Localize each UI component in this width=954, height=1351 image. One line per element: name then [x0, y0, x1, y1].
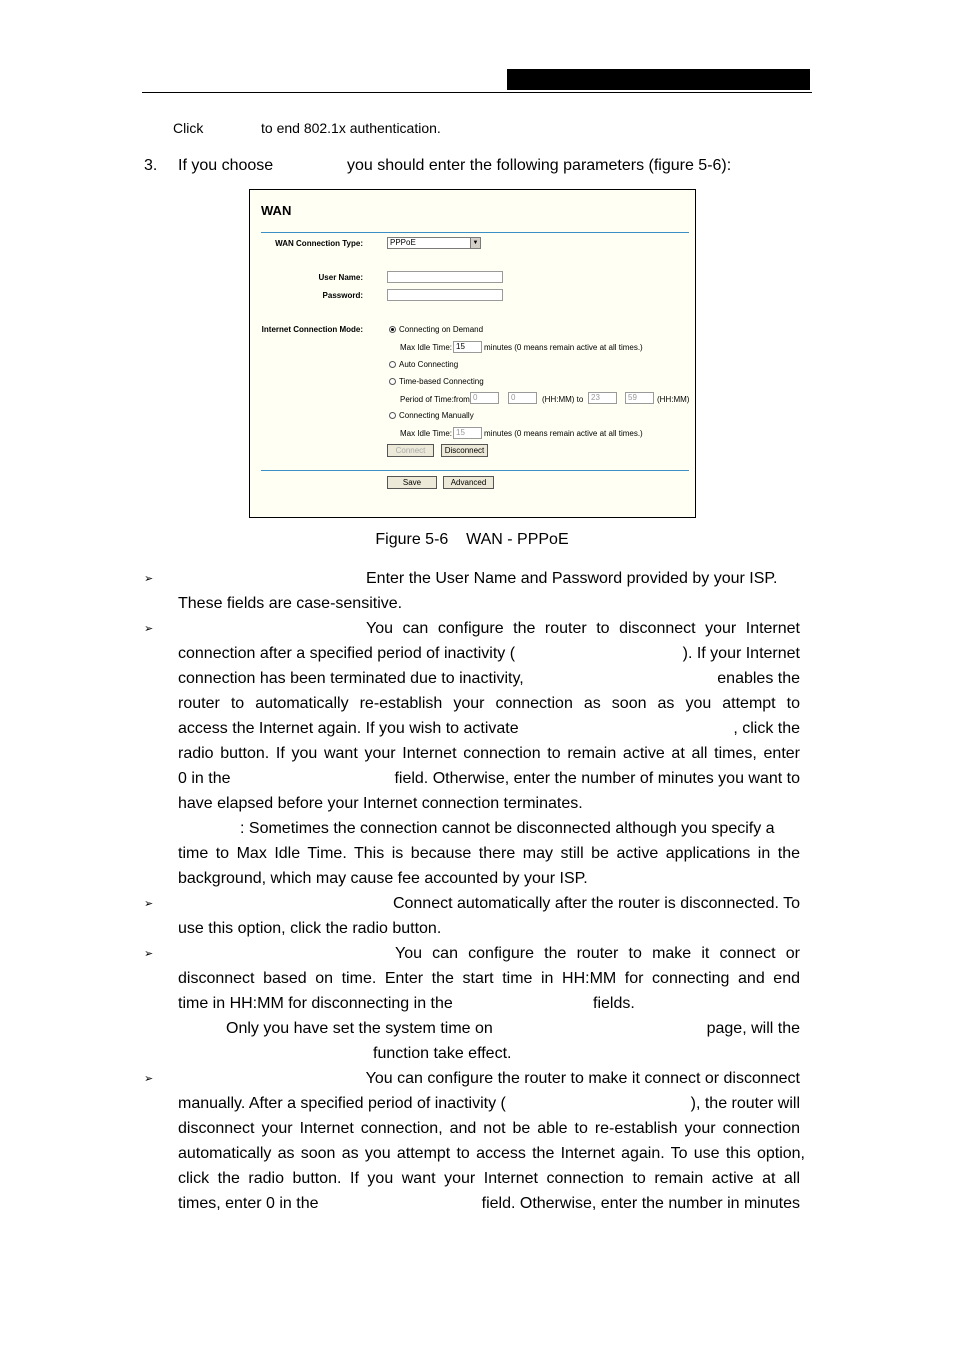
- user-name-input[interactable]: [387, 271, 503, 283]
- bullet-4: [178, 941, 800, 1066]
- step3-part1: If you choose: [178, 157, 274, 174]
- b4-line-3a: time in HH:MM for disconnecting in the: [178, 995, 453, 1012]
- step3-number: 3.: [144, 157, 158, 174]
- b4-line-5: function take effect.: [373, 1045, 512, 1062]
- bullet-2: [178, 616, 800, 891]
- password-label: Password:: [322, 291, 363, 300]
- max-idle-label: Max Idle Time:: [400, 343, 453, 352]
- b4-line-4a: Only you have set the system time on: [226, 1020, 493, 1037]
- b3-line-2: use this option, click the radio button.: [178, 920, 442, 937]
- b2-note-1: : Sometimes the connection cannot be disconnected although you specify a: [240, 820, 775, 837]
- bullet-1: [178, 566, 777, 616]
- b2-line-5a: access the Internet again. If you wish to activate: [178, 720, 519, 737]
- figure-bottom-rule: [261, 470, 689, 471]
- b1-line-1: Enter the User Name and Password provided by your ISP.: [366, 570, 778, 587]
- connection-type-value: PPPoE: [390, 238, 416, 247]
- opt-manual-label: Connecting Manually: [399, 411, 474, 420]
- b2-line-8: have elapsed before your Internet connection terminates.: [178, 795, 583, 812]
- bullet-1-marker: ➢: [144, 573, 154, 585]
- b5-line-2a: manually. After a specified period of inactivity (: [178, 1095, 506, 1112]
- b4-line-3b: fields.: [593, 995, 635, 1012]
- bullet-5: [178, 1066, 805, 1216]
- b2-line-2b: ). If your Internet: [682, 645, 800, 662]
- manual-idle-input[interactable]: 15: [453, 427, 482, 439]
- advanced-button[interactable]: Advanced: [443, 476, 494, 489]
- b2-line-6: radio button. If you want your Internet connection to remain active at all times, enter: [178, 745, 800, 762]
- bullet-3-marker: ➢: [144, 898, 154, 910]
- manual-idle-label: Max Idle Time:: [400, 429, 453, 438]
- user-name-label: User Name:: [318, 273, 363, 282]
- max-idle-input[interactable]: 15: [453, 341, 482, 353]
- radio-time-based[interactable]: [389, 378, 396, 385]
- b5-line-4: automatically as soon as you attempt to access the Internet again. To use this option,: [178, 1145, 805, 1162]
- bullet-4-marker: ➢: [144, 948, 154, 960]
- figure-caption: Figure 5-6 WAN - PPPoE: [375, 531, 569, 548]
- hhmm-label: (HH:MM): [657, 395, 690, 404]
- b5-line-6b: field. Otherwise, enter the number in minutes: [481, 1195, 800, 1212]
- b2-note-3: background, which may cause fee accounted by your ISP.: [178, 870, 588, 887]
- from-minute-input[interactable]: 0: [508, 392, 537, 404]
- radio-connecting-manually[interactable]: [389, 412, 396, 419]
- hhmm-to-label: (HH:MM) to: [542, 395, 584, 404]
- b4-line-4b: page, will the: [706, 1020, 800, 1037]
- max-idle-note: minutes (0 means remain active at all times.): [484, 343, 643, 352]
- b2-line-7b: field. Otherwise, enter the number of minutes you want to: [394, 770, 800, 787]
- b5-line-6a: times, enter 0 in the: [178, 1195, 319, 1212]
- step3-part2: you should enter the following parameters (figure 5-6):: [347, 157, 732, 174]
- manual-idle-note: minutes (0 means remain active at all times.): [484, 429, 643, 438]
- opt-time-label: Time-based Connecting: [399, 377, 484, 386]
- b2-line-5b: , click the: [733, 720, 800, 737]
- radio-auto-connecting[interactable]: [389, 361, 396, 368]
- bullet-2-marker: ➢: [144, 623, 154, 635]
- connection-type-label: WAN Connection Type:: [275, 239, 363, 248]
- to-hour-input[interactable]: 23: [588, 392, 617, 404]
- radio-connecting-on-demand[interactable]: [389, 326, 396, 333]
- b1-line-2: These fields are case-sensitive.: [178, 595, 403, 612]
- b4-line-1: You can configure the router to make it connect or: [395, 945, 800, 962]
- b5-line-1: You can configure the router to make it connect or disconnect: [365, 1070, 800, 1087]
- wan-settings-figure: [249, 189, 696, 518]
- b2-line-4: router to automatically re-establish your connection as soon as you attempt to: [178, 695, 800, 712]
- disconnect-button[interactable]: Disconnect: [441, 444, 488, 457]
- chevron-down-icon[interactable]: ▼: [470, 238, 480, 248]
- opt-demand-label: Connecting on Demand: [399, 325, 484, 334]
- figure-top-rule: [261, 232, 689, 233]
- period-label: Period of Time:from: [400, 395, 470, 404]
- connection-type-select[interactable]: [387, 237, 481, 249]
- figure-title: WAN: [261, 203, 292, 218]
- b5-line-2b: ), the router will: [690, 1095, 800, 1112]
- header-rule: [142, 92, 812, 93]
- bullet-5-marker: ➢: [144, 1073, 154, 1085]
- b2-line-3a: connection has been terminated due to inactivity,: [178, 670, 524, 687]
- b2-line-7a: 0 in the: [178, 770, 231, 787]
- b2-note-2: time to Max Idle Time. This is because there may still be active applications in the: [178, 845, 800, 862]
- b2-line-3b: enables the: [717, 670, 800, 687]
- intro-click-word: Click: [173, 120, 204, 136]
- password-input[interactable]: [387, 289, 503, 301]
- header-bar: [507, 69, 810, 90]
- intro-click-rest: to end 802.1x authentication.: [261, 120, 441, 136]
- b2-line-1: You can configure the router to disconnect your Internet: [366, 620, 800, 637]
- b5-line-3: disconnect your Internet connection, and not be able to re-establish your connection: [178, 1120, 800, 1137]
- b4-line-2: disconnect based on time. Enter the start time in HH:MM for connecting and end: [178, 970, 800, 987]
- b3-line-1: Connect automatically after the router is disconnected. To: [392, 895, 800, 912]
- save-button[interactable]: Save: [387, 476, 437, 489]
- opt-auto-label: Auto Connecting: [399, 360, 459, 369]
- to-minute-input[interactable]: 59: [625, 392, 654, 404]
- connection-mode-label: Internet Connection Mode:: [261, 325, 363, 334]
- b5-line-5: click the radio button. If you want your Internet connection to remain active at all: [178, 1170, 800, 1187]
- bullet-3: [178, 891, 800, 941]
- b2-line-2a: connection after a specified period of inactivity (: [178, 645, 516, 662]
- connect-button[interactable]: Connect: [387, 444, 434, 457]
- from-hour-input[interactable]: 0: [470, 392, 499, 404]
